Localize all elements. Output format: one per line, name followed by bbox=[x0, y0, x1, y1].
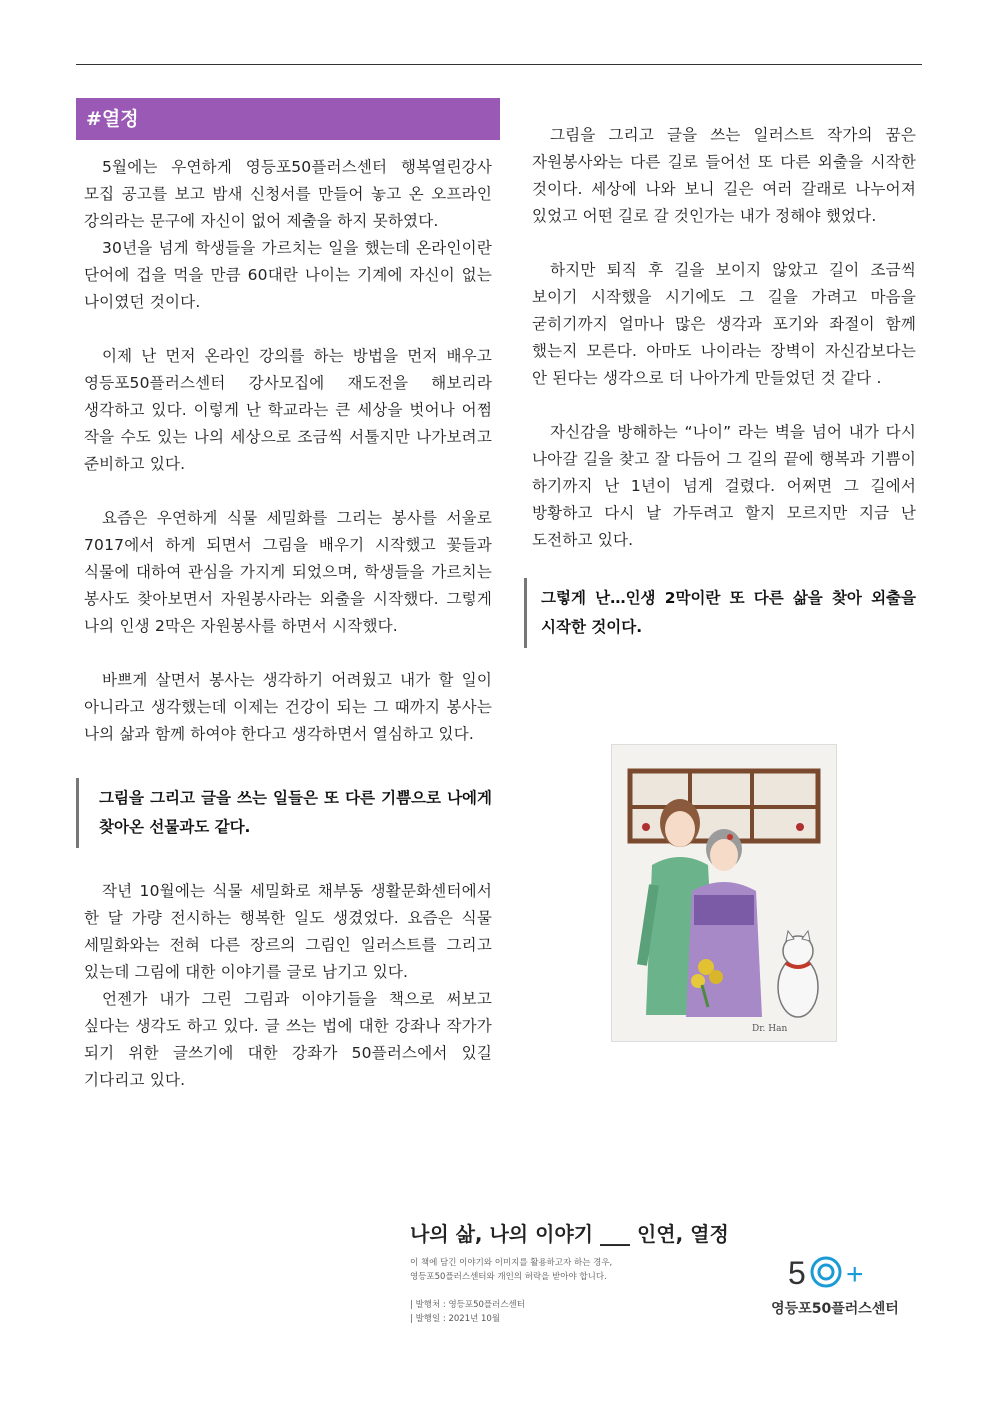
section-header: #열정 bbox=[76, 98, 500, 140]
footer-publisher: | 발행처 : 영등포50플러스센터 bbox=[410, 1300, 525, 1310]
paragraph: 그림을 그리고 글을 쓰는 일러스트 작가의 꿈은 자원봉사와는 다른 길로 들어선 또 다른 외출을 시작한 것이다. 세상에 나와 보니 길은 여러 갈래로 나누어져 있었고 어떤 길로 갈 것인가는 내가 정해야 했었다. bbox=[532, 126, 916, 225]
svg-text:5: 5 bbox=[788, 1255, 806, 1291]
paragraph: 이제 난 먼저 온라인 강의를 하는 방법을 먼저 배우고 영등포50플러스센터 강사모집에 재도전을 해보리라 생각하고 있다. 이렇게 난 학교라는 큰 세상을 벗어나 어쩜 작을 수도 있는 나의 세상으로 조금씩 서툴지만 나가보려고 준비하고 있다. bbox=[84, 347, 492, 473]
footer-date: | 발행일 : 2021년 10월 bbox=[410, 1314, 501, 1324]
svg-text:+: + bbox=[846, 1258, 864, 1291]
logo-name: 영등포50플러스센터 bbox=[771, 1301, 899, 1317]
logo-50plus-icon bbox=[770, 1252, 900, 1292]
paragraph: 언젠가 내가 그린 그림과 이야기들을 책으로 써보고 싶다는 생각도 하고 있다. 글 쓰는 법에 대한 강좌나 작가가 되기 위한 글쓰기에 대한 강좌가 50플러스에서 있길 기다리고 있다. bbox=[84, 990, 492, 1089]
paragraph: 요즘은 우연하게 식물 세밀화를 그리는 봉사를 서울로 7017에서 하게 되면서 그림을 배우기 시작했고 꽃들과 식물에 대하여 관심을 가지게 되었으며, 학생들을 가르치는 봉사도 찾아보면서 자원봉사라는 외출을 시작했다. 그렇게 나의 인생 2막은 자원봉사를 하면서 시작했다. bbox=[84, 509, 492, 635]
top-rule bbox=[76, 64, 922, 65]
pull-quote: 그렇게 난…인생 2막이란 또 다른 삶을 찾아 외출을 시작한 것이다. bbox=[524, 578, 924, 648]
right-column bbox=[524, 122, 924, 648]
paragraph: 바쁘게 살면서 봉사는 생각하기 어려웠고 내가 할 일이 아니라고 생각했는데 이제는 건강이 되는 그 때까지 봉사는 나의 삶과 함께 하여야 한다고 생각하면서 열심하고 있다. bbox=[84, 671, 492, 743]
svg-text:Dr. Han: Dr. Han bbox=[752, 1024, 788, 1034]
paragraph: 작년 10월에는 식물 세밀화로 채부동 생활문화센터에서 한 달 가량 전시하는 행복한 일도 생겼었다. 요즘은 식물 세밀화와는 전혀 다른 장르의 그림인 일러스트를 그리고 있는데 그림에 대한 이야기를 글로 남기고 있다. bbox=[84, 882, 492, 981]
paragraph: 하지만 퇴직 후 길을 보이지 않았고 길이 조금씩 보이기 시작했을 시기에도 그 길을 가려고 마음을 굳히기까지 얼마나 많은 생각과 포기와 좌절이 함께 했는지 모른다. 아마도 나이라는 장벽이 자신감보다는 안 된다는 생각으로 더 나아가게 만들었던 것 같다 . bbox=[532, 261, 916, 387]
paragraph: 30년을 넘게 학생들을 가르치는 일을 했는데 온라인이란 단어에 겁을 먹을 만큼 60대란 나이는 기계에 자신이 없는 나이였던 것이다. bbox=[84, 239, 492, 311]
pull-quote: 그림을 그리고 글을 쓰는 일들은 또 다른 기쁨으로 나에게 찾아온 선물과도 같다. bbox=[76, 778, 500, 848]
illustration-two-women-and-cat-icon bbox=[612, 745, 836, 1041]
footer-notice-line2: 영등포50플러스센터와 개인의 허락을 받아야 합니다. bbox=[410, 1272, 607, 1282]
footer-notice-line1: 이 책에 담긴 이야기와 이미지를 활용하고자 하는 경우, bbox=[410, 1258, 613, 1268]
paragraph: 5월에는 우연하게 영등포50플러스센터 행복열린강사 모집 공고를 보고 밤새 신청서를 만들어 놓고 온 오프라인 강의라는 문구에 자신이 없어 제출을 하지 못하였다. bbox=[84, 158, 492, 230]
left-column bbox=[76, 98, 500, 1094]
paragraph: 자신감을 방해하는 “나이” 라는 벽을 넘어 내가 다시 나아갈 길을 찾고 잘 다듬어 그 길의 끝에 행복과 기쁨이 하기까지 난 1년이 넘게 걸렸다. 어쩌면 그 길에서 방황하고 다시 날 가두려고 할지 모르지만 지금 난 도전하고 있다. bbox=[532, 423, 916, 549]
illustration-image bbox=[611, 744, 837, 1042]
center-logo bbox=[770, 1252, 900, 1322]
footer-title: 나의 삶, 나의 이야기 ___ 인연, 열정 bbox=[410, 1222, 729, 1246]
